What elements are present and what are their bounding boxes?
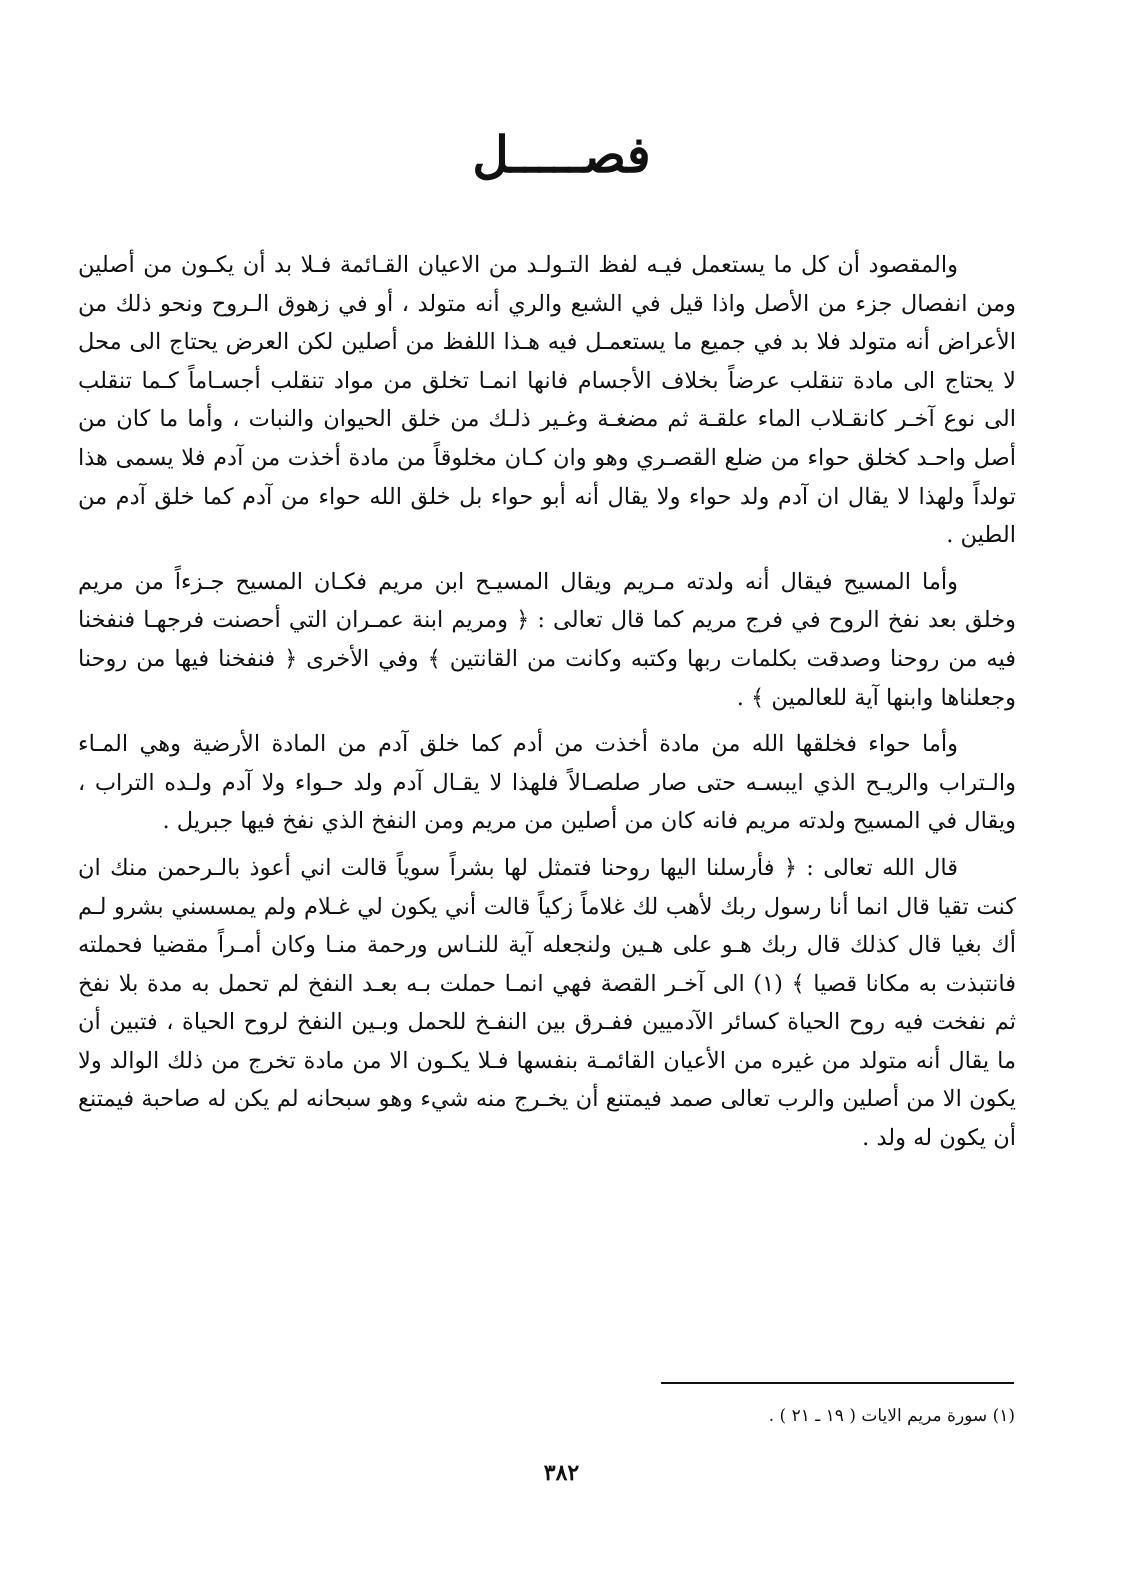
footnote: (١) سورة مريم الايات ( ١٩ ـ ٢١ ) . [768, 1406, 1015, 1426]
paragraph-3: وأما حواء فخلقها الله من مادة أخذت من أدم كما خلق آدم من المادة الأرضية وهي المـاء والـتراب والريـح الذي ايبسـه حتى صار صلصـالاً فلهذا لا يقـال آدم ولد حـواء ولا آدم ولـده التراب ، ويقال في المسيح ولدته مريم فانه كان من أصلين من مريم ومن النفخ الذي نفخ فيها جبريل . [78, 731, 1016, 835]
paragraph-1: والمقصود أن كل ما يستعمل فيـه لفظ التـولـد من الاعيان القـائمة فـلا بد أن يكـون من أصلين ومن انفصال جزء من الأصل واذا قيل في الشبع والري أنه متولد ، أو في زهوق الـروح ونحو ذلك من الأعراض أنه متولد فلا بد في جميع ما يستعمـل فيه هـذا اللفظ من أصلين لكن العرض يحتاج الى محل لا يحتاج الى مادة تنقلب عرضاً بخلاف الأجسام فانها انمـا تخلق من مواد تنقلب أجسـاماً كـما تنقلب الى نوع آخـر كانقـلاب الماء علقـة ثم مضغـة وغـير ذلـك من خلق الحيوان والنبات ، وأما ما كان من أصل واحـد كخلق حواء من ضلع القصـري وهو وان كـان مخلوقاً من مادة أخذت من آدم فلا يسمى هذا تولداً ولهذا لا يقال ان آدم ولد حواء ولا يقال أنه أبو حواء بل خلق الله حواء من آدم كما خلق آدم من الطين . [78, 252, 1016, 549]
footnote-divider [661, 1382, 1014, 1384]
paragraph-4: قال الله تعالى : ﴿ فأرسلنا اليها روحنا فتمثل لها بشراً سوياً قالت اني أعوذ بالـرحمن منك ان كنت تقيا قال انما أنا رسول ربك لأهب لك غلاماً زكياً قالت أني يكون لي غـلام ولم يمسسني بشرو لـم أك بغيا قال كذلك قال ربك هـو على هـين ولنجعله آية للنـاس ورحمة منـا وكان أمـراً مقضيا فحملته فانتبذت به مكانا قصيا ﴾ (١) الى آخـر القصة فهي انمـا حملت بـه بعـد النفخ لم تحمل به مدة بلا نفخ ثم نفخت فيه روح الحياة كسائر الآدميين ففـرق بين النفـخ للحمل وبـين النفخ لروح الحياة ، فتبين أن ما يقال أنه متولد من غيره من الأعيان القائمـة بنفسها فـلا يكـون الا من مادة تخرج من ذلك الوالد ولا يكون الا من أصلين والرب تعالى صمد فيمتنع أن يخـرج منه شيء وهو سبحانه لم يكن له صاحبة فيمتنع أن يكون له ولد . [78, 854, 1016, 1152]
paragraph-2: وأما المسيح فيقال أنه ولدته مـريم ويقال المسيـح ابن مريم فكـان المسيح جـزءاً من مريم وخلق بعد نفخ الروح في فرج مريم كما قال تعالى : ﴿ ومريم ابنة عمـران التي أحصنت فرجهـا فنفخنا فيه من روحنا وصدقت بكلمات ربها وكتبه وكانت من القانتين ﴾ وفي الأخرى ﴿ فنفخنا فيها من روحنا وجعلناها وابنها آية للعالمين ﴾ . [78, 568, 1016, 711]
chapter-heading: فصـــــل [472, 125, 651, 184]
page-number: ٣٨٢ [543, 1460, 580, 1486]
main-text-block [78, 246, 1016, 1166]
